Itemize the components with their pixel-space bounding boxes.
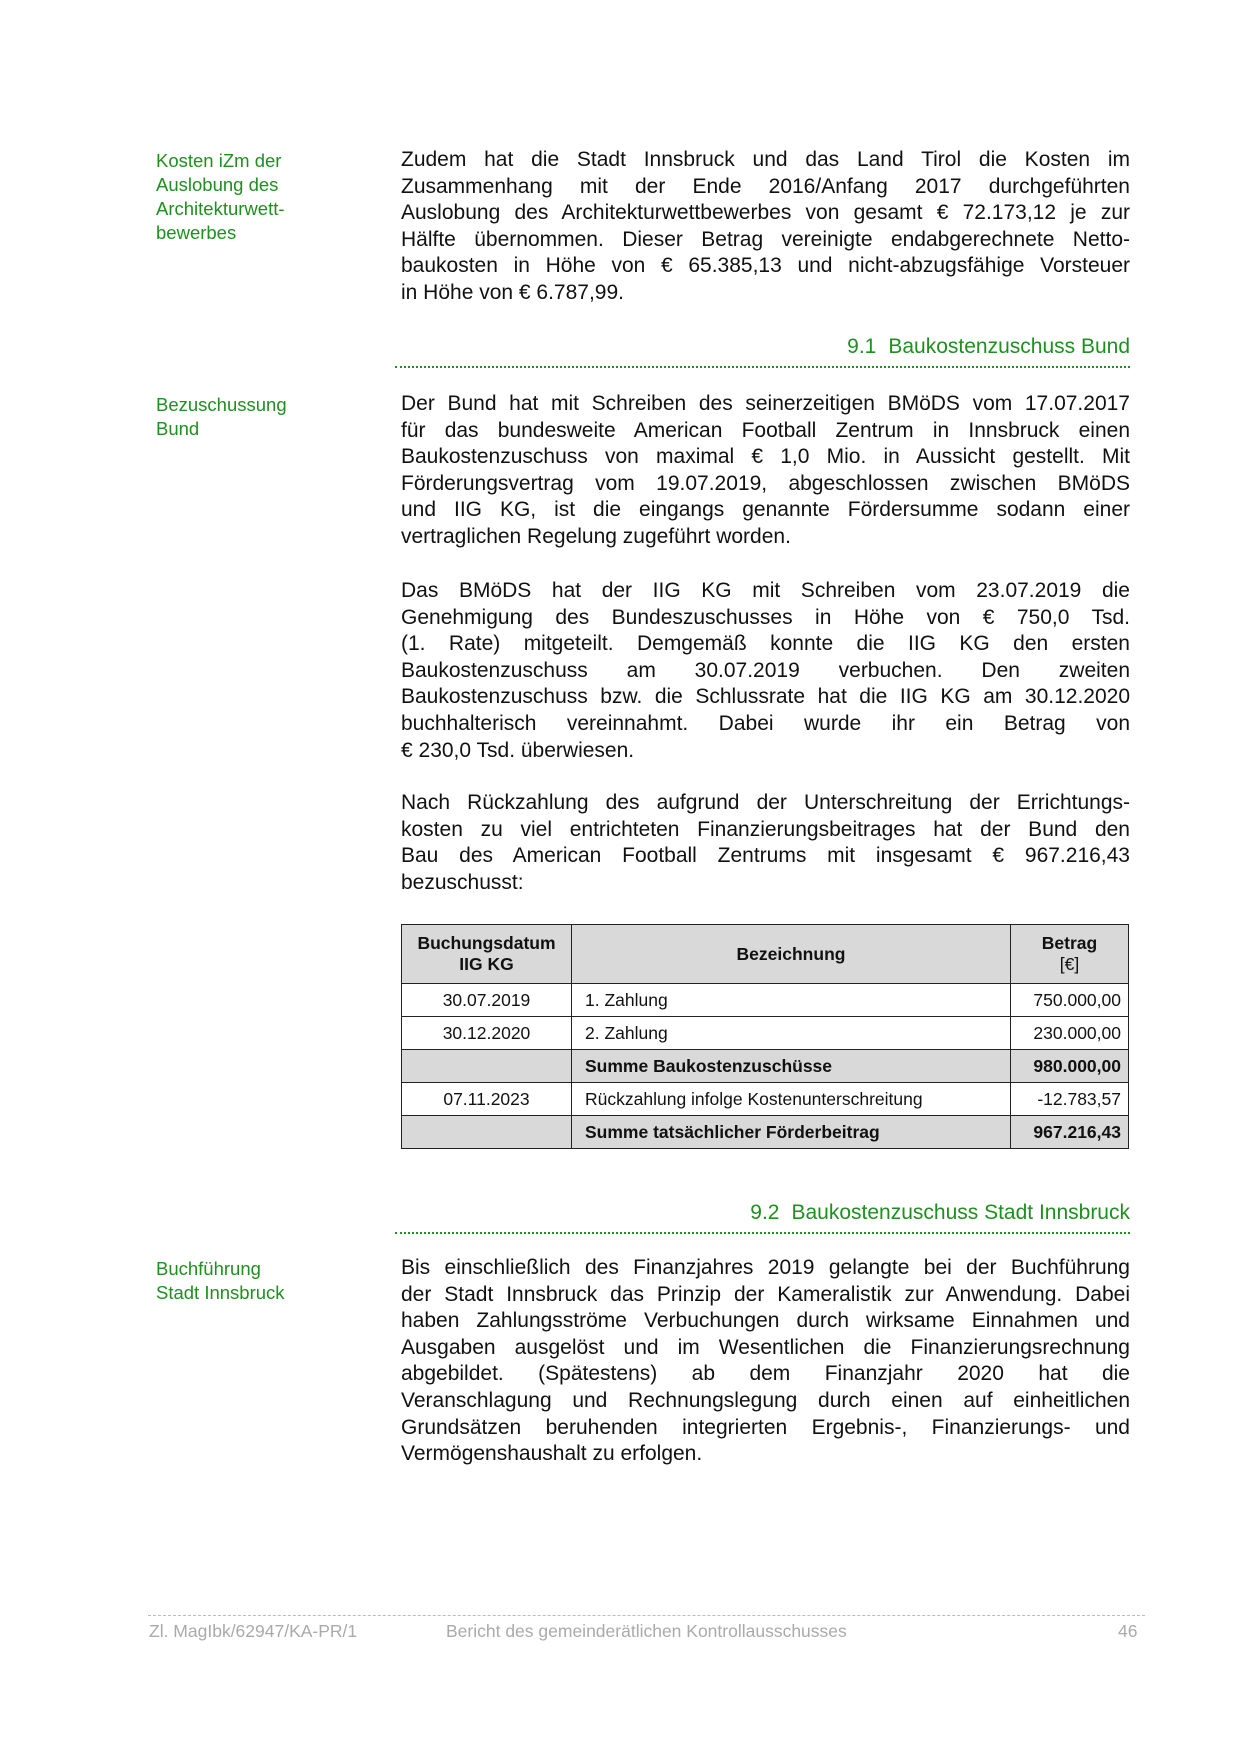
text-line: Zudem hat die Stadt Innsbruck und das Land Tirol die Kosten im: [401, 148, 1130, 171]
text-line: Baukostenzuschuss von maximal € 1,0 Mio. in Aussicht gestellt. Mit: [401, 445, 1130, 469]
text-line: Auslobung des: [156, 174, 279, 195]
text-line: Nach Rückzahlung des aufgrund der Unterschreitung der Errichtungs-: [401, 791, 1130, 814]
table-sum-row: [402, 1116, 1129, 1149]
column-header-line: Bezeichnung: [736, 943, 846, 964]
text-line: Hälfte übernommen. Dieser Betrag vereinigte endabgerechnete Netto-: [401, 227, 1130, 251]
label-cell: Rückzahlung infolge Kostenunterschreitung: [572, 1083, 1011, 1116]
column-header-line: IIG KG: [459, 954, 514, 974]
text-line: Architekturwett-: [156, 198, 285, 219]
text-line: buchhalterisch vereinnahmt. Dabei wurde ihr ein Betrag von: [401, 711, 1130, 735]
label-cell: 1. Zahlung: [572, 984, 1011, 1017]
text-line: Genehmigung des Bundeszuschusses in Höhe von € 750,0 Tsd.: [401, 605, 1130, 629]
date-cell: [402, 1050, 572, 1083]
amount-cell: 967.216,43: [1011, 1116, 1129, 1149]
text-line: Der Bund hat mit Schreiben des seinerzeitigen BMöDS vom 17.07.2017: [401, 392, 1130, 415]
text-line: Das BMöDS hat der IIG KG mit Schreiben vom 23.07.2019 die: [401, 579, 1130, 602]
text-line: Buchführung: [156, 1258, 261, 1279]
section-heading-9-1: [395, 334, 1130, 368]
text-line: in Höhe von € 6.787,99.: [401, 280, 625, 304]
paragraph-accounting: [401, 1255, 1130, 1468]
text-line: bewerbes: [156, 222, 237, 243]
date-cell: 07.11.2023: [402, 1083, 572, 1116]
paragraph-repayment: [401, 790, 1130, 896]
text-line: für das bundesweite American Football Zentrum in Innsbruck einen: [401, 418, 1130, 442]
date-cell: [402, 1116, 572, 1149]
column-header-line: [€]: [1059, 954, 1080, 974]
text-line: Zusammenhang mit der Ende 2016/Anfang 2017 durchgeführten: [401, 174, 1130, 198]
footer-title: Bericht des gemeinderätlichen Kontrollausschusses: [446, 1621, 847, 1641]
page-number: 46: [1118, 1621, 1138, 1641]
paragraph-federal-subsidy: [401, 391, 1130, 551]
amount-cell: 750.000,00: [1011, 984, 1129, 1017]
section-heading-9-2: [395, 1200, 1130, 1234]
section-title: Baukostenzuschuss Bund: [888, 335, 1130, 358]
text-line: Baukostenzuschuss bzw. die Schlussrate hat die IIG KG am 30.12.2020: [401, 685, 1130, 709]
subsidy-table: [401, 924, 1129, 1149]
column-header-line: Betrag: [1041, 933, 1098, 953]
column-header-line: Buchungsdatum: [417, 933, 556, 953]
text-line: Baukostenzuschuss am 30.07.2019 verbuchen. Den zweiten: [401, 658, 1130, 682]
column-header: [402, 925, 572, 984]
paragraph-architecture-costs: [401, 147, 1130, 307]
text-line: der Stadt Innsbruck das Prinzip der Kameralistik zur Anwendung. Dabei: [401, 1282, 1130, 1306]
table-sum-row: [402, 1050, 1129, 1083]
section-title: Baukostenzuschuss Stadt Innsbruck: [791, 1201, 1130, 1224]
text-line: Auslobung des Architekturwettbewerbes von gesamt € 72.173,12 je zur: [401, 201, 1130, 225]
table-row: [402, 1017, 1129, 1050]
text-line: (1. Rate) mitgeteilt. Demgemäß konnte die IIG KG den ersten: [401, 632, 1130, 656]
section-number: 9.2: [750, 1201, 780, 1224]
table-row: [402, 1083, 1129, 1116]
text-line: Veranschlagung und Rechnungslegung durch einen auf einheitlichen: [401, 1388, 1130, 1412]
amount-cell: -12.783,57: [1011, 1083, 1129, 1116]
margin-note-architecture-costs: [156, 149, 356, 245]
text-line: Ausgaben ausgelöst und im Wesentlichen die Finanzierungsrechnung: [401, 1335, 1130, 1359]
text-line: Bau des American Football Zentrums mit insgesamt € 967.216,43: [401, 844, 1130, 868]
text-line: Bezuschussung: [156, 394, 287, 415]
text-line: Bund: [156, 418, 200, 439]
paragraph-approval: [401, 578, 1130, 764]
text-line: bezuschusst:: [401, 870, 524, 894]
amount-cell: 230.000,00: [1011, 1017, 1129, 1050]
footer-reference: Zl. MagIbk/62947/KA-PR/1: [149, 1621, 358, 1641]
amount-cell: 980.000,00: [1011, 1050, 1129, 1083]
margin-note-accounting: [156, 1257, 356, 1305]
text-line: Stadt Innsbruck: [156, 1282, 285, 1303]
text-line: Grundsätzen beruhenden integrierten Ergebnis-, Finanzierungs- und: [401, 1415, 1130, 1439]
text-line: € 230,0 Tsd. überwiesen.: [401, 738, 635, 762]
section-number: 9.1: [847, 335, 877, 358]
date-cell: 30.07.2019: [402, 984, 572, 1017]
date-cell: 30.12.2020: [402, 1017, 572, 1050]
text-line: Förderungsvertrag vom 19.07.2019, abgeschlossen zwischen BMöDS: [401, 471, 1130, 495]
text-line: Bis einschließlich des Finanzjahres 2019 gelangte bei der Buchführung: [401, 1256, 1130, 1279]
text-line: baukosten in Höhe von € 65.385,13 und nicht-abzugsfähige Vorsteuer: [401, 254, 1130, 278]
label-cell: Summe Baukostenzuschüsse: [572, 1050, 1011, 1083]
text-line: kosten zu viel entrichteten Finanzierungsbeitrages hat der Bund den: [401, 817, 1130, 841]
column-header: [1011, 925, 1129, 984]
text-line: abgebildet. (Spätestens) ab dem Finanzjahr 2020 hat die: [401, 1362, 1130, 1386]
margin-note-federal-subsidy: [156, 393, 356, 441]
text-line: haben Zahlungsströme Verbuchungen durch wirksame Einnahmen und: [401, 1309, 1130, 1333]
text-line: und IIG KG, ist die eingangs genannte Fördersumme sodann einer: [401, 498, 1130, 522]
label-cell: 2. Zahlung: [572, 1017, 1011, 1050]
text-line: Kosten iZm der: [156, 150, 282, 171]
table-row: [402, 984, 1129, 1017]
column-header: [572, 925, 1011, 984]
text-line: vertraglichen Regelung zugeführt worden.: [401, 524, 791, 548]
text-line: Vermögenshaushalt zu erfolgen.: [401, 1442, 703, 1466]
footer-divider: [148, 1615, 1145, 1616]
label-cell: Summe tatsächlicher Förderbeitrag: [572, 1116, 1011, 1149]
